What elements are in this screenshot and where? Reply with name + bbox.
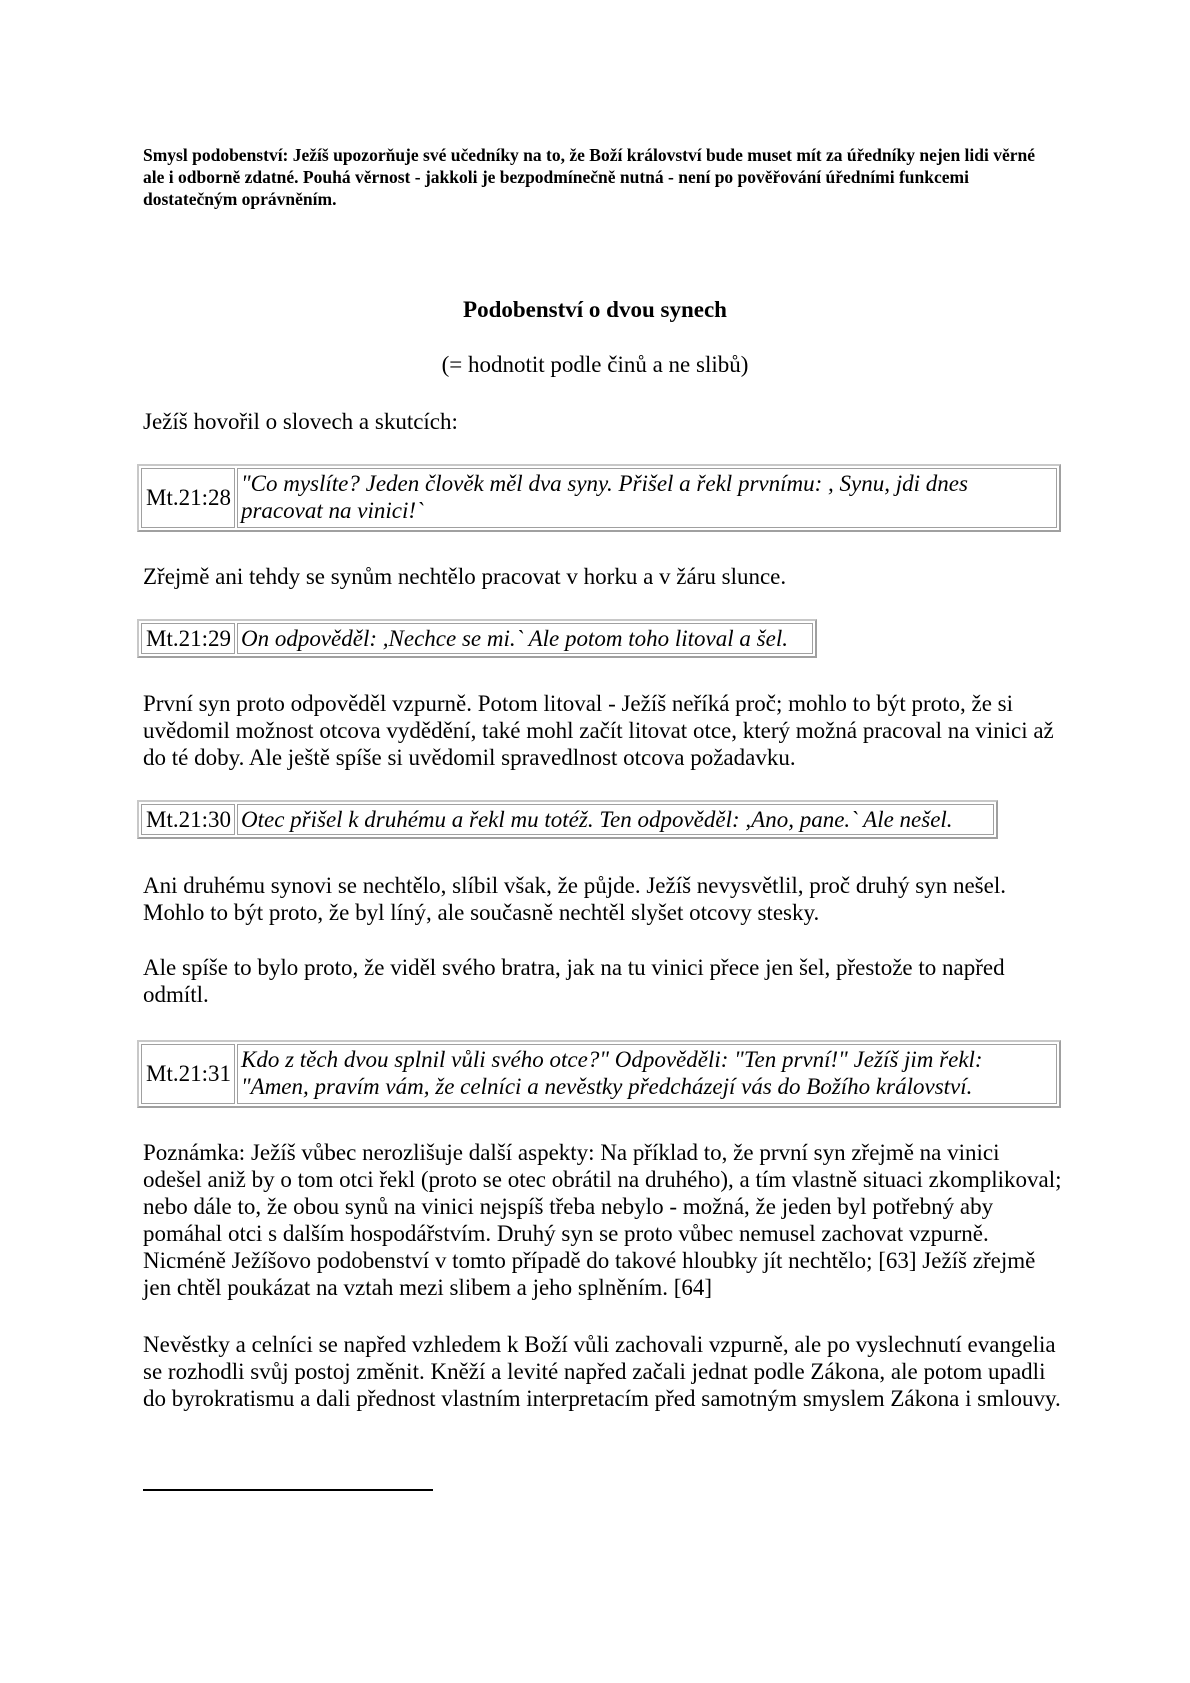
verse-ref: Mt.21:31 (141, 1044, 235, 1104)
verse-text: On odpověděl: ,Nechce se mi.` Ale potom toho litoval a šel. (237, 623, 813, 654)
verse-box-mt21-31 (137, 1040, 1061, 1108)
paragraph-1: Zřejmě ani tehdy se synům nechtělo pracovat v horku a v žáru slunce. (143, 564, 787, 589)
parable-subtitle: (= hodnotit podle činů a ne slibů) (441, 352, 749, 377)
paragraph-6: Nevěstky a celníci se napřed vzhledem k Boží vůli zachovali vzpurně, ale po vyslechnutí evangelia se rozhodli svůj postoj změnit. Kněží a levité napřed začali jednat podle Zákona, ale potom upadli do byrokratismu a dali přednost vlastním interpretacím před samotným smyslem Zákona i smlouvy. (143, 1332, 1061, 1411)
intro-summary: Smysl podobenství: Ježíš upozorňuje své učedníky na to, že Boží království bude muset mít za úředníky nejen lidi věrné ale i odborně zdatné. Pouhá věrnost - jakkoli je bezpodmínečně nutná - není po pověřování úředními funkcemi dostatečným oprávněním. (143, 145, 1036, 209)
verse-ref: Mt.21:28 (141, 468, 235, 528)
lead-paragraph: Ježíš hovořil o slovech a skutcích: (143, 409, 458, 434)
paragraph-5-note: Poznámka: Ježíš vůbec nerozlišuje další aspekty: Na příklad to, že první syn zřejmě na vinici odešel aniž by o tom otci řekl (proto se otec obrátil na druhého), a tím vlastně situaci zkomplikoval; nebo dále to, že obou synů na vinici nejspíš třeba nebylo - možná, že jeden byl potřebný aby pomáhal otci s dalším hospodářstvím. Druhý syn se proto vůbec nemusel zachovat vzpurně. Nicméně Ježíšovo podobenství v tomto případě do takové hloubky jít nechtělo; [63] Ježíš zřejmě jen chtěl poukázat na vztah mezi slibem a jeho splněním. [64] (143, 1140, 1062, 1300)
verse-ref: Mt.21:29 (141, 623, 235, 654)
paragraph-4: Ale spíše to bylo proto, že viděl svého bratra, jak na tu vinici přece jen šel, přestože to napřed odmítl. (143, 955, 1005, 1007)
verse-text: "Co myslíte? Jeden člověk měl dva syny. Přišel a řekl prvnímu: , Synu, jdi dnes pracovat na vinici!` (237, 468, 1057, 528)
parable-title: Podobenství o dvou synech (463, 297, 727, 322)
verse-ref: Mt.21:30 (141, 804, 235, 835)
verse-text: Kdo z těch dvou splnil vůli svého otce?" Odpověděli: "Ten první!" Ježíš jim řekl: "Amen, pravím vám, že celníci a nevěstky předcházejí vás do Božího království. (237, 1044, 1057, 1104)
paragraph-2: První syn proto odpověděl vzpurně. Potom litoval - Ježíš neříká proč; mohlo to být proto, že si uvědomil možnost otcova vydědění, také mohl začít litovat otce, který možná pracoval na vinici až do té doby. Ale ještě spíše si uvědomil spravedlnost otcova požadavku. (143, 691, 1054, 770)
verse-box-mt21-29 (137, 619, 817, 658)
paragraph-3: Ani druhému synovi se nechtělo, slíbil však, že půjde. Ježíš nevysvětlil, proč druhý syn nešel. Mohlo to být proto, že byl líný, ale současně nechtěl slyšet otcovy stesky. (143, 873, 1006, 925)
footnote-separator (143, 1489, 433, 1491)
verse-box-mt21-28 (137, 464, 1061, 532)
verse-box-mt21-30 (137, 800, 998, 839)
verse-text: Otec přišel k druhému a řekl mu totéž. Ten odpověděl: ,Ano, pane.` Ale nešel. (237, 804, 994, 835)
